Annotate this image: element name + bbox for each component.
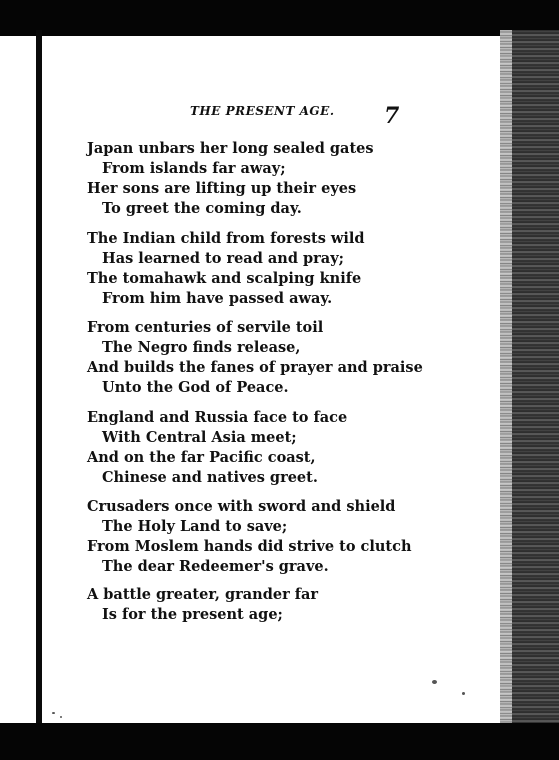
poem-line: Her sons are lifting up their eyes	[87, 180, 357, 197]
poem-line: And builds the fanes of prayer and praise	[87, 359, 423, 376]
scan-bottom-border	[0, 723, 559, 760]
scan-speck	[462, 692, 465, 695]
poem-line: A battle greater, grander far	[87, 586, 319, 603]
scan-speck	[432, 680, 437, 684]
poem-line: Has learned to read and pray;	[102, 250, 344, 267]
stanza-1	[87, 139, 374, 219]
poem-line: The Holy Land to save;	[102, 518, 288, 535]
stanza-5	[87, 497, 412, 577]
scan-top-border	[0, 0, 559, 36]
stanza-3	[87, 318, 423, 398]
poem-line: From Moslem hands did strive to clutch	[87, 538, 412, 555]
poem-line: The Indian child from forests wild	[87, 230, 365, 247]
poem-line: England and Russia face to face	[87, 409, 348, 426]
poem-line: From him have passed away.	[102, 290, 333, 307]
poem-line: The Negro finds release,	[102, 339, 301, 356]
poem-line: From centuries of servile toil	[87, 319, 324, 336]
page-number: 7	[384, 103, 400, 129]
stanza-2	[87, 229, 365, 309]
scan-speck	[52, 712, 55, 714]
stanza-6	[87, 585, 318, 625]
poem-line: Unto the God of Peace.	[102, 379, 289, 396]
stanza-4	[87, 408, 347, 488]
poem-line: The dear Redeemer's grave.	[102, 558, 329, 575]
page-stack-edge	[500, 30, 512, 730]
poem-line: Is for the present age;	[102, 606, 283, 623]
poem-line: To greet the coming day.	[102, 200, 302, 217]
poem-line: From islands far away;	[102, 160, 286, 177]
poem-line: Chinese and natives greet.	[102, 469, 318, 486]
poem-line: And on the far Pacific coast,	[87, 449, 316, 466]
poem-line: Crusaders once with sword and shield	[87, 498, 396, 515]
poem-line: Japan unbars her long sealed gates	[87, 140, 374, 157]
poem-line: With Central Asia meet;	[102, 429, 297, 446]
poem-line: The tomahawk and scalping knife	[87, 270, 362, 287]
scan-speck	[60, 716, 62, 718]
running-header: THE PRESENT AGE.	[190, 104, 335, 118]
